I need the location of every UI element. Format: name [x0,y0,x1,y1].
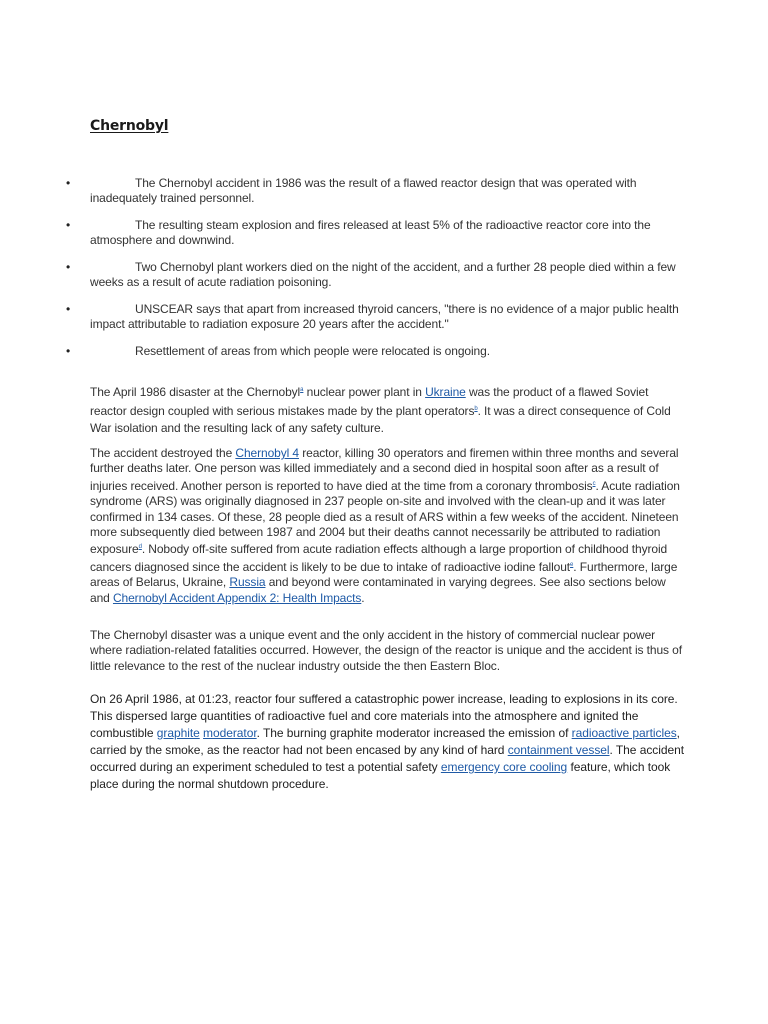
bullet-item [0,344,768,359]
text-run: The April 1986 disaster at the Chernobyl [90,385,301,399]
footnote-link-d[interactable]: d [138,544,142,551]
link-russia[interactable]: Russia [229,575,266,590]
link-emergency-core-cooling[interactable]: emergency core cooling [440,760,568,774]
bullet-dot-icon: • [66,344,71,358]
text-run: . [361,590,365,605]
text-run: . The burning graphite moderator increased the emission of [256,726,572,740]
link-moderator[interactable]: moderator [203,726,257,740]
text-run: The accident destroyed the [90,446,236,460]
bullet-item [0,218,768,248]
text-run: , carried by the smoke, as the reactor had not been encased by any kind of hard [90,726,680,757]
bullet-dot-icon: • [66,218,71,232]
bullet-text: Resettlement of areas from which people were relocated is ongoing. [135,344,490,358]
paragraph-event-timeline [90,691,685,793]
text-run: was the product of a flawed Soviet reactor design coupled with serious mistakes made by the plant operators [90,385,649,418]
footnote-link-b[interactable]: b [474,406,478,412]
link-chernobyl-4[interactable]: Chernobyl 4 [235,446,299,460]
footnote-link-e[interactable]: e [570,561,574,568]
paragraph-accident-details [90,446,685,606]
bullet-dot-icon: • [66,260,71,274]
bullet-dot-icon: • [66,302,71,316]
footnote-link-c[interactable]: c [592,480,596,487]
bullet-item [0,260,768,290]
link-radioactive-particles[interactable]: radioactive particles [571,726,677,740]
link-health-impacts-appendix[interactable]: Chernobyl Accident Appendix 2: Health Impacts [112,590,362,605]
text-run: . It was a direct consequence of Cold War isolation and the resulting lack of any safety culture. [90,404,671,435]
text-run: and beyond were contaminated in varying degrees. See also sections below and [90,575,666,605]
page-title: Chernobyl [90,118,169,134]
bullet-text: The Chernobyl accident in 1986 was the result of a flawed reactor design that was operated with inadequately trained personnel. [90,176,637,205]
text-run: On 26 April 1986, at 01:23, reactor four suffered a catastrophic power increase, leading to explosions in its core. This dispersed large quantities of radioactive fuel and core materials into the atmosphere and ignited the combustible [90,692,678,740]
paragraph-intro [90,382,685,437]
bullet-text: UNSCEAR says that apart from increased thyroid cancers, "there is no evidence of a major public health impact attributable to radiation exposure 20 years after the accident." [90,302,679,331]
text-run: . The accident occurred during an experiment scheduled to test a potential safety [90,743,684,774]
summary-bullet-list [0,176,768,371]
text-run: . Furthermore, large areas of Belarus, Ukraine, [90,559,678,590]
text-run: feature, which took place during the normal shutdown procedure. [90,760,671,791]
bullet-item [0,302,768,332]
bullet-text: The resulting steam explosion and fires released at least 5% of the radioactive reactor core into the atmosphere and downwind. [90,218,651,247]
link-containment-vessel[interactable]: containment vessel [507,743,610,757]
link-graphite[interactable]: graphite [156,726,200,740]
bullet-text: Two Chernobyl plant workers died on the night of the accident, and a further 28 people died within a few weeks as a result of acute radiation poisoning. [90,260,676,289]
footnote-link-a[interactable]: a [300,387,304,393]
text-run: nuclear power plant in [303,385,426,399]
link-ukraine[interactable]: Ukraine [425,385,466,399]
text-run: . Nobody off-site suffered from acute radiation effects although a large proportion of childhood thyroid cancers diagnosed since the accident is likely to be due to intake of radioactive iodine fallout [90,542,668,574]
text-run: . Acute radiation syndrome (ARS) was originally diagnosed in 237 people on-site and involved with the clean-up and it was later confirmed in 134 cases. Of these, 28 people died as a result of ARS within a few weeks of the accident. Nineteen more subsequently died between 1987 and 2004 but their deaths cannot necessarily be attributed to radiation exposure [90,478,680,557]
bullet-item [0,176,768,206]
text-run: reactor, killing 30 operators and firemen within three months and several further deaths later. One person was killed immediately and a second died in hospital soon after as a result of injuries received. Another person is reported to have died at the time from a coronary thrombosis [90,446,679,493]
paragraph-unique-event: The Chernobyl disaster was a unique event and the only accident in the history of commercial nuclear power where radiation-related fatalities occurred. However, the design of the reactor is unique and the accident is thus of little relevance to the rest of the nuclear industry outside the then Eastern Bloc. [90,628,682,673]
bullet-dot-icon: • [66,176,71,190]
